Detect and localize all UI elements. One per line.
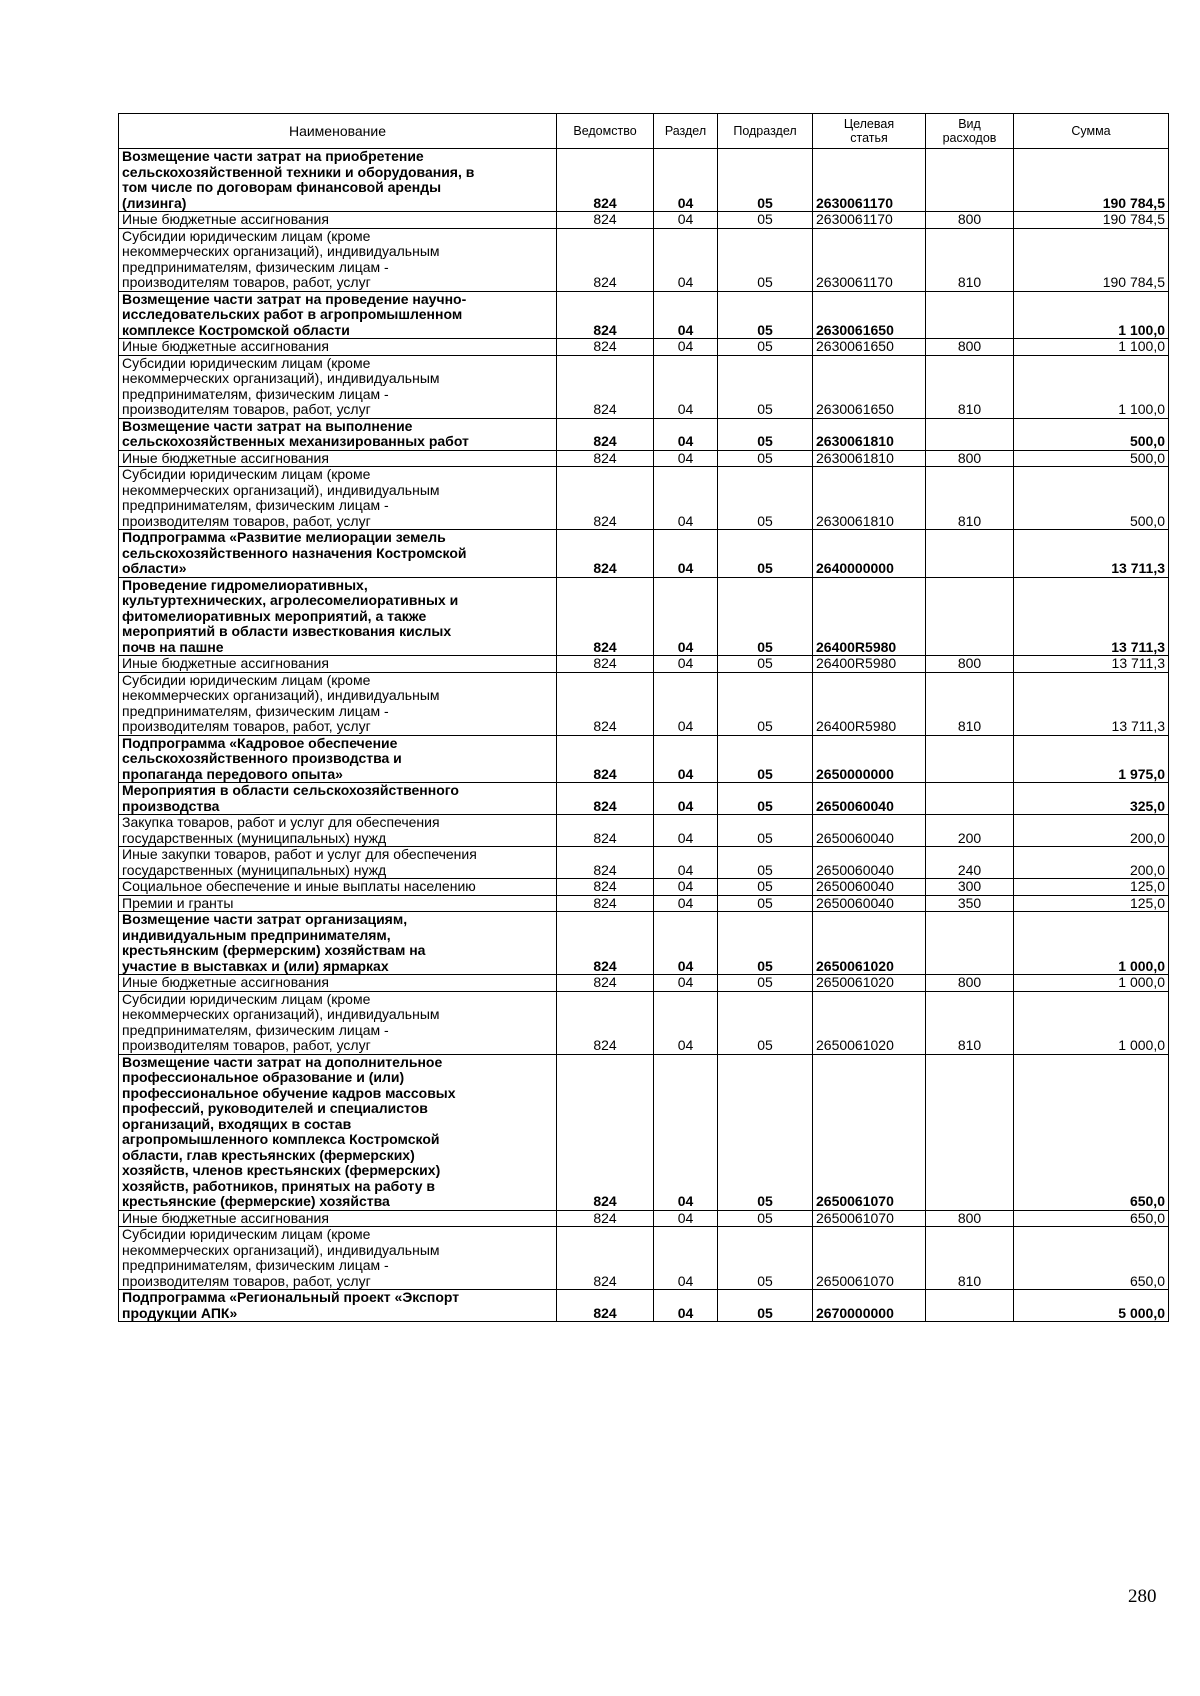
- cell-sum: 190 784,5: [1014, 149, 1169, 212]
- header-section: Раздел: [654, 114, 718, 149]
- cell-name-line: сельскохозяйственного производства и: [122, 750, 402, 766]
- table-row: [119, 418, 1169, 450]
- cell-expense-type: 800: [926, 656, 1014, 673]
- cell-name: [119, 1290, 557, 1322]
- cell-name-line: Подпрограмма «Региональный проект «Экспорт: [122, 1289, 460, 1305]
- cell-department: 824: [557, 1210, 654, 1227]
- cell-name-line: культуртехнических, агролесомелиоративных и: [122, 592, 459, 608]
- cell-sum: 650,0: [1014, 1210, 1169, 1227]
- cell-department: 824: [557, 418, 654, 450]
- cell-section: 04: [654, 450, 718, 467]
- cell-name-line: Подпрограмма «Развитие мелиорации земель: [122, 529, 446, 545]
- cell-expense-type: 800: [926, 212, 1014, 229]
- cell-target-article: 2630061650: [813, 355, 926, 418]
- table-row: [119, 450, 1169, 467]
- table-row: [119, 291, 1169, 339]
- cell-sum: 125,0: [1014, 895, 1169, 912]
- cell-name-line: государственных (муниципальных) нужд: [122, 829, 387, 846]
- cell-department: 824: [557, 847, 654, 879]
- cell-name-line: Субсидии юридическим лицам (кроме: [122, 227, 371, 244]
- cell-subsection: 05: [718, 735, 813, 783]
- cell-subsection: 05: [718, 355, 813, 418]
- cell-subsection: 05: [718, 450, 813, 467]
- cell-name: [119, 418, 557, 450]
- cell-name: [119, 355, 557, 418]
- header-department: Ведомство: [557, 114, 654, 149]
- cell-target-article: 2650060040: [813, 895, 926, 912]
- cell-name-line: некоммерческих организаций), индивидуальным: [122, 370, 440, 386]
- table-row: [119, 467, 1169, 530]
- header-target-line2: статья: [850, 131, 888, 145]
- cell-expense-type: 810: [926, 1227, 1014, 1290]
- cell-name-line: предпринимателям, физическим лицам -: [122, 258, 389, 275]
- table-row: [119, 228, 1169, 291]
- cell-subsection: 05: [718, 530, 813, 578]
- cell-name: [119, 847, 557, 879]
- cell-name-line: продукции АПК»: [122, 1304, 238, 1321]
- cell-section: 04: [654, 847, 718, 879]
- cell-expense-type: 810: [926, 467, 1014, 530]
- cell-subsection: 05: [718, 339, 813, 356]
- cell-subsection: 05: [718, 228, 813, 291]
- cell-sum: 1 100,0: [1014, 355, 1169, 418]
- cell-name-line: Субсидии юридическим лицам (кроме: [122, 671, 371, 688]
- header-expense-line1: Вид: [958, 117, 981, 131]
- cell-target-article: 2630061810: [813, 418, 926, 450]
- cell-expense-type: 200: [926, 815, 1014, 847]
- cell-section: 04: [654, 1290, 718, 1322]
- cell-target-article: 2630061170: [813, 149, 926, 212]
- cell-section: 04: [654, 895, 718, 912]
- cell-name-line: организаций, входящих в состав: [122, 1115, 352, 1132]
- header-target-line1: Целевая: [843, 117, 895, 131]
- cell-target-article: 2650061070: [813, 1210, 926, 1227]
- cell-department: 824: [557, 1054, 654, 1210]
- cell-department: 824: [557, 656, 654, 673]
- cell-sum: 13 711,3: [1014, 577, 1169, 656]
- cell-name-line: Иные бюджетные ассигнования: [122, 974, 329, 990]
- cell-sum: 5 000,0: [1014, 1290, 1169, 1322]
- cell-department: 824: [557, 577, 654, 656]
- table-row: [119, 783, 1169, 815]
- cell-name-line: предпринимателям, физическим лицам -: [122, 1257, 389, 1273]
- header-expense-type: [926, 114, 1014, 149]
- cell-name-line: индивидуальным предпринимателям,: [122, 926, 391, 943]
- cell-target-article: 26400R5980: [813, 656, 926, 673]
- cell-section: 04: [654, 975, 718, 992]
- cell-name-line: производства: [122, 797, 220, 814]
- cell-expense-type: 350: [926, 895, 1014, 912]
- cell-department: 824: [557, 339, 654, 356]
- cell-subsection: 05: [718, 1210, 813, 1227]
- page-number: 280: [1128, 1586, 1157, 1607]
- cell-department: 824: [557, 991, 654, 1054]
- cell-name: [119, 815, 557, 847]
- cell-expense-type: 810: [926, 991, 1014, 1054]
- cell-name-line: исследовательских работ в агропромышленном: [122, 306, 463, 322]
- cell-name-line: предпринимателям, физическим лицам -: [122, 497, 389, 513]
- cell-expense-type: [926, 1054, 1014, 1210]
- cell-section: 04: [654, 212, 718, 229]
- cell-section: 04: [654, 783, 718, 815]
- cell-department: 824: [557, 783, 654, 815]
- cell-name-line: профессиональное обучение кадров массовых: [122, 1084, 456, 1101]
- table-row: [119, 1210, 1169, 1227]
- table-row: [119, 530, 1169, 578]
- cell-subsection: 05: [718, 783, 813, 815]
- cell-name-line: фитомелиоративных мероприятий, а также: [122, 607, 427, 624]
- cell-expense-type: [926, 291, 1014, 339]
- cell-target-article: 2670000000: [813, 1290, 926, 1322]
- cell-subsection: 05: [718, 467, 813, 530]
- cell-sum: 325,0: [1014, 783, 1169, 815]
- cell-subsection: 05: [718, 291, 813, 339]
- cell-name-line: области, глав крестьянских (фермерских): [122, 1146, 415, 1163]
- cell-department: 824: [557, 1290, 654, 1322]
- cell-name-line: некоммерческих организаций), индивидуальным: [122, 481, 440, 498]
- cell-target-article: 26400R5980: [813, 577, 926, 656]
- cell-subsection: 05: [718, 912, 813, 975]
- cell-subsection: 05: [718, 149, 813, 212]
- cell-name-line: профессий, руководителей и специалистов: [122, 1100, 428, 1116]
- cell-sum: 500,0: [1014, 418, 1169, 450]
- cell-department: 824: [557, 672, 654, 735]
- cell-section: 04: [654, 530, 718, 578]
- cell-name: [119, 975, 557, 992]
- cell-name: [119, 291, 557, 339]
- cell-name: [119, 530, 557, 578]
- cell-expense-type: [926, 912, 1014, 975]
- cell-name-line: Иные бюджетные ассигнования: [122, 1209, 329, 1226]
- table-header-row: [119, 114, 1169, 149]
- cell-target-article: 2650061020: [813, 912, 926, 975]
- cell-section: 04: [654, 149, 718, 212]
- cell-name-line: Подпрограмма «Кадровое обеспечение: [122, 734, 398, 751]
- cell-name-line: производителям товаров, работ, услуг: [122, 1037, 371, 1053]
- cell-name-line: пропаганда передового опыта»: [122, 765, 343, 782]
- table-row: [119, 149, 1169, 212]
- cell-department: 824: [557, 912, 654, 975]
- cell-subsection: 05: [718, 895, 813, 912]
- cell-name-line: некоммерческих организаций), индивидуальным: [122, 687, 440, 703]
- cell-subsection: 05: [718, 847, 813, 879]
- cell-name-line: некоммерческих организаций), индивидуальным: [122, 1241, 440, 1258]
- cell-name-line: государственных (муниципальных) нужд: [122, 861, 387, 878]
- table-row: [119, 212, 1169, 229]
- cell-sum: 650,0: [1014, 1054, 1169, 1210]
- cell-sum: 125,0: [1014, 879, 1169, 896]
- cell-expense-type: 800: [926, 450, 1014, 467]
- cell-name: [119, 783, 557, 815]
- cell-name-line: Возмещение части затрат на проведение научно-: [122, 290, 467, 307]
- cell-target-article: 2630061170: [813, 212, 926, 229]
- cell-section: 04: [654, 291, 718, 339]
- cell-name-line: Возмещение части затрат на выполнение: [122, 417, 413, 434]
- cell-target-article: 2650060040: [813, 879, 926, 896]
- table-row: [119, 1054, 1169, 1210]
- cell-name-line: Мероприятия в области сельскохозяйственного: [122, 782, 459, 798]
- cell-sum: 190 784,5: [1014, 212, 1169, 229]
- cell-subsection: 05: [718, 577, 813, 656]
- cell-target-article: 2650060040: [813, 815, 926, 847]
- table-row: [119, 1290, 1169, 1322]
- cell-name-line: Социальное обеспечение и иные выплаты населению: [122, 878, 476, 894]
- cell-name-line: том числе по договорам финансовой аренды: [122, 179, 442, 195]
- cell-name-line: крестьянским (фермерским) хозяйствам на: [122, 942, 426, 958]
- cell-target-article: 2630061810: [813, 467, 926, 530]
- cell-department: 824: [557, 815, 654, 847]
- cell-sum: 1 100,0: [1014, 339, 1169, 356]
- cell-name: [119, 212, 557, 229]
- cell-expense-type: 800: [926, 339, 1014, 356]
- cell-department: 824: [557, 735, 654, 783]
- cell-name: [119, 467, 557, 530]
- table-row: [119, 656, 1169, 673]
- cell-name-line: некоммерческих организаций), индивидуальным: [122, 243, 440, 259]
- cell-department: 824: [557, 1227, 654, 1290]
- cell-section: 04: [654, 228, 718, 291]
- cell-target-article: 2650060040: [813, 783, 926, 815]
- cell-name-line: профессиональное образование и (или): [122, 1069, 405, 1085]
- cell-name: [119, 1210, 557, 1227]
- cell-name-line: Иные бюджетные ассигнования: [122, 338, 329, 354]
- cell-name-line: некоммерческих организаций), индивидуальным: [122, 1006, 440, 1022]
- cell-subsection: 05: [718, 672, 813, 735]
- cell-name-line: производителям товаров, работ, услуг: [122, 718, 371, 734]
- cell-subsection: 05: [718, 1054, 813, 1210]
- cell-name-line: производителям товаров, работ, услуг: [122, 401, 371, 417]
- cell-subsection: 05: [718, 212, 813, 229]
- cell-name-line: Субсидии юридическим лицам (кроме: [122, 990, 371, 1007]
- cell-name-line: Проведение гидромелиоративных,: [122, 576, 368, 593]
- cell-department: 824: [557, 450, 654, 467]
- table-row: [119, 975, 1169, 992]
- cell-sum: 1 000,0: [1014, 912, 1169, 975]
- cell-department: 824: [557, 530, 654, 578]
- cell-sum: 1 100,0: [1014, 291, 1169, 339]
- cell-expense-type: [926, 735, 1014, 783]
- cell-subsection: 05: [718, 418, 813, 450]
- cell-name: [119, 672, 557, 735]
- header-expense-line2: расходов: [942, 131, 997, 145]
- cell-expense-type: 810: [926, 672, 1014, 735]
- cell-sum: 200,0: [1014, 847, 1169, 879]
- cell-name-line: почв на пашне: [122, 638, 224, 655]
- cell-expense-type: 800: [926, 1210, 1014, 1227]
- cell-expense-type: [926, 530, 1014, 578]
- cell-sum: 1 975,0: [1014, 735, 1169, 783]
- cell-expense-type: [926, 1290, 1014, 1322]
- table-row: [119, 879, 1169, 896]
- cell-subsection: 05: [718, 1290, 813, 1322]
- cell-name: [119, 1054, 557, 1210]
- cell-sum: 13 711,3: [1014, 672, 1169, 735]
- cell-name: [119, 656, 557, 673]
- cell-name-line: Иные бюджетные ассигнования: [122, 211, 329, 227]
- cell-subsection: 05: [718, 656, 813, 673]
- table-row: [119, 991, 1169, 1054]
- cell-name-line: сельскохозяйственного назначения Костромской: [122, 544, 467, 561]
- cell-name-line: Иные бюджетные ассигнования: [122, 655, 329, 671]
- cell-target-article: 2650061070: [813, 1054, 926, 1210]
- cell-expense-type: [926, 783, 1014, 815]
- cell-target-article: 2630061650: [813, 339, 926, 356]
- table-row: [119, 355, 1169, 418]
- cell-subsection: 05: [718, 975, 813, 992]
- cell-subsection: 05: [718, 1227, 813, 1290]
- cell-department: 824: [557, 212, 654, 229]
- cell-expense-type: [926, 418, 1014, 450]
- cell-name-line: Возмещение части затрат на приобретение: [122, 148, 424, 164]
- cell-section: 04: [654, 467, 718, 530]
- cell-name: [119, 895, 557, 912]
- cell-section: 04: [654, 672, 718, 735]
- cell-expense-type: 810: [926, 355, 1014, 418]
- cell-name-line: Субсидии юридическим лицам (кроме: [122, 466, 371, 482]
- cell-name-line: Субсидии юридическим лицам (кроме: [122, 354, 371, 371]
- cell-target-article: 2630061810: [813, 450, 926, 467]
- cell-department: 824: [557, 975, 654, 992]
- cell-section: 04: [654, 1054, 718, 1210]
- budget-table: [118, 113, 1169, 1322]
- cell-section: 04: [654, 735, 718, 783]
- cell-name-line: агропромышленного комплекса Костромской: [122, 1131, 440, 1147]
- cell-name-line: Премии и гранты: [122, 894, 234, 911]
- cell-name-line: хозяйств, членов крестьянских (фермерских): [122, 1162, 441, 1178]
- cell-sum: 1 000,0: [1014, 991, 1169, 1054]
- cell-sum: 13 711,3: [1014, 656, 1169, 673]
- cell-name-line: Субсидии юридическим лицам (кроме: [122, 1226, 371, 1242]
- cell-target-article: 2650000000: [813, 735, 926, 783]
- cell-name-line: Возмещение части затрат организациям,: [122, 911, 408, 927]
- cell-name-line: сельскохозяйственной техники и оборудования, в: [122, 163, 475, 180]
- cell-section: 04: [654, 879, 718, 896]
- cell-section: 04: [654, 1227, 718, 1290]
- cell-department: 824: [557, 895, 654, 912]
- cell-subsection: 05: [718, 991, 813, 1054]
- cell-department: 824: [557, 291, 654, 339]
- cell-name: [119, 991, 557, 1054]
- cell-target-article: 2650061020: [813, 975, 926, 992]
- cell-name-line: предпринимателям, физическим лицам -: [122, 385, 389, 402]
- cell-section: 04: [654, 991, 718, 1054]
- cell-name: [119, 1227, 557, 1290]
- cell-section: 04: [654, 355, 718, 418]
- header-subsection: Подраздел: [718, 114, 813, 149]
- cell-name: [119, 735, 557, 783]
- cell-target-article: 2630061170: [813, 228, 926, 291]
- cell-name: [119, 228, 557, 291]
- cell-name-line: комплексе Костромской области: [122, 321, 350, 338]
- cell-target-article: 2650060040: [813, 847, 926, 879]
- table-row: [119, 577, 1169, 656]
- cell-name-line: Возмещение части затрат на дополнительное: [122, 1053, 443, 1070]
- cell-sum: 13 711,3: [1014, 530, 1169, 578]
- cell-name: [119, 450, 557, 467]
- cell-name: [119, 879, 557, 896]
- table-row: [119, 847, 1169, 879]
- cell-name-line: (лизинга): [122, 194, 187, 211]
- cell-name: [119, 912, 557, 975]
- cell-department: 824: [557, 355, 654, 418]
- cell-section: 04: [654, 656, 718, 673]
- cell-name-line: хозяйств, работников, принятых на работу в: [122, 1177, 435, 1194]
- header-target-article: [813, 114, 926, 149]
- cell-sum: 650,0: [1014, 1227, 1169, 1290]
- cell-expense-type: 240: [926, 847, 1014, 879]
- cell-name-line: Иные бюджетные ассигнования: [122, 449, 329, 466]
- table-row: [119, 815, 1169, 847]
- header-sum: Сумма: [1014, 114, 1169, 149]
- cell-section: 04: [654, 815, 718, 847]
- cell-target-article: 2630061650: [813, 291, 926, 339]
- cell-expense-type: 800: [926, 975, 1014, 992]
- cell-name-line: предпринимателям, физическим лицам -: [122, 1021, 389, 1038]
- cell-name-line: производителям товаров, работ, услуг: [122, 1272, 371, 1289]
- cell-name-line: крестьянские (фермерские) хозяйства: [122, 1193, 390, 1209]
- table-row: [119, 339, 1169, 356]
- cell-sum: 190 784,5: [1014, 228, 1169, 291]
- cell-target-article: 2640000000: [813, 530, 926, 578]
- cell-department: 824: [557, 467, 654, 530]
- cell-name-line: производителям товаров, работ, услуг: [122, 512, 371, 529]
- cell-department: 824: [557, 228, 654, 291]
- cell-expense-type: [926, 149, 1014, 212]
- cell-section: 04: [654, 912, 718, 975]
- cell-name-line: мероприятий в области известкования кислых: [122, 623, 452, 639]
- table-row: [119, 912, 1169, 975]
- cell-name-line: Иные закупки товаров, работ и услуг для обеспечения: [122, 846, 477, 862]
- cell-name-line: участие в выставках и (или) ярмарках: [122, 957, 389, 974]
- cell-name-line: производителям товаров, работ, услуг: [122, 274, 371, 290]
- cell-subsection: 05: [718, 879, 813, 896]
- cell-name: [119, 149, 557, 212]
- cell-name-line: предпринимателям, физическим лицам -: [122, 702, 389, 719]
- cell-expense-type: [926, 577, 1014, 656]
- cell-expense-type: 300: [926, 879, 1014, 896]
- header-name: Наименование: [119, 114, 557, 149]
- cell-expense-type: 810: [926, 228, 1014, 291]
- cell-target-article: 2650061070: [813, 1227, 926, 1290]
- cell-subsection: 05: [718, 815, 813, 847]
- cell-target-article: 2650061020: [813, 991, 926, 1054]
- cell-target-article: 26400R5980: [813, 672, 926, 735]
- cell-department: 824: [557, 149, 654, 212]
- cell-name-line: Закупка товаров, работ и услуг для обеспечения: [122, 814, 440, 830]
- table-row: [119, 735, 1169, 783]
- cell-name: [119, 339, 557, 356]
- cell-section: 04: [654, 339, 718, 356]
- cell-sum: 1 000,0: [1014, 975, 1169, 992]
- cell-sum: 200,0: [1014, 815, 1169, 847]
- cell-section: 04: [654, 418, 718, 450]
- table-row: [119, 1227, 1169, 1290]
- cell-sum: 500,0: [1014, 450, 1169, 467]
- cell-section: 04: [654, 1210, 718, 1227]
- cell-section: 04: [654, 577, 718, 656]
- table-body: [119, 149, 1169, 1322]
- cell-name-line: сельскохозяйственных механизированных работ: [122, 433, 469, 449]
- cell-name: [119, 577, 557, 656]
- table-row: [119, 672, 1169, 735]
- cell-name-line: области»: [122, 560, 187, 576]
- cell-sum: 500,0: [1014, 467, 1169, 530]
- cell-department: 824: [557, 879, 654, 896]
- table-row: [119, 895, 1169, 912]
